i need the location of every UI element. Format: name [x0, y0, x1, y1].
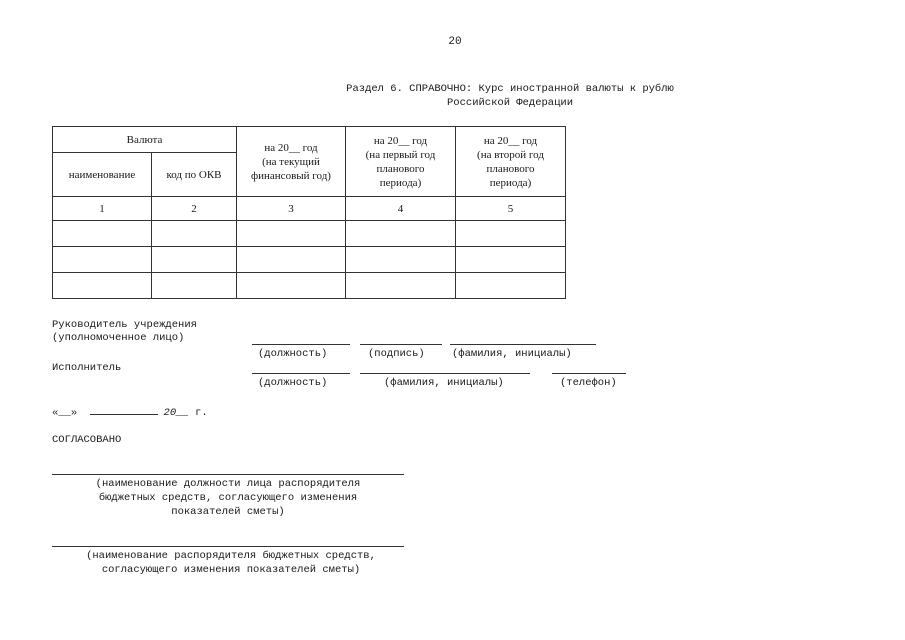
table-row [53, 273, 566, 299]
col-okv-header: код по ОКВ [152, 153, 237, 197]
section-title-line2: Российской Федерации [446, 97, 574, 109]
approval-caption-1-line3: показателей сметы) [171, 506, 285, 518]
caption-phone: (телефон) [560, 377, 617, 389]
table-cell [346, 221, 456, 247]
year-current-line2: (на текущий [262, 155, 320, 168]
date-suffix: г. [195, 407, 208, 419]
table-cell [152, 273, 237, 299]
head-label-line1: Руководитель учреждения [52, 319, 197, 331]
section-title-line1: Раздел 6. СПРАВОЧНО: Курс иностранной валюты к рублю [346, 83, 674, 95]
approval-caption-2-line2: согласующего изменения показателей сметы) [101, 564, 361, 576]
table-cell [456, 273, 566, 299]
approval-title: СОГЛАСОВАНО [52, 434, 122, 446]
table-cell [53, 221, 152, 247]
col-year-current [237, 127, 346, 197]
caption-name: (фамилия, инициалы) [452, 348, 572, 360]
executor-phone-line [552, 373, 626, 374]
date-day-blank: __ [58, 407, 71, 419]
date-month-blank [90, 405, 158, 415]
table-cell [456, 221, 566, 247]
col-year-second [456, 127, 566, 197]
date-year-prefix: 20 [163, 407, 177, 419]
date-quote-open: « [52, 407, 59, 419]
year-second-line2: (на второй год [477, 148, 544, 161]
date-year-blank: __ [176, 407, 189, 419]
col-number-4: 4 [346, 197, 456, 221]
head-label-line2: (уполномоченное лицо) [52, 332, 185, 344]
year-first-line1: на 20__ год [373, 134, 428, 147]
year-second-line4: периода) [489, 176, 532, 189]
name-signature-line [450, 344, 596, 345]
year-second-line3: планового [486, 162, 535, 175]
approval-caption-1-line2: бюджетных средств, согласующего изменения [98, 492, 358, 504]
date-line [52, 405, 208, 419]
year-current-line3: финансовый год) [251, 169, 331, 182]
table-row [53, 221, 566, 247]
date-quote-close: » [70, 407, 78, 419]
year-second-line1: на 20__ год [483, 134, 538, 147]
table-cell [346, 273, 456, 299]
caption-position: (должность) [258, 348, 328, 360]
table-cell [237, 247, 346, 273]
executor-position-line [252, 373, 350, 374]
table-cell [152, 247, 237, 273]
table-cell [346, 247, 456, 273]
year-first-line4: периода) [379, 176, 422, 189]
col-year-first [346, 127, 456, 197]
col-name-header: наименование [53, 153, 152, 197]
executor-label: Исполнитель [52, 362, 122, 374]
table-cell [237, 273, 346, 299]
executor-name-line [360, 373, 530, 374]
col-number-5: 5 [456, 197, 566, 221]
approval-line-2 [52, 546, 404, 547]
number-row [53, 197, 566, 221]
caption-position-2: (должность) [258, 377, 328, 389]
table-cell [456, 247, 566, 273]
approval-caption-1-line1: (наименование должности лица распорядителя [95, 478, 361, 490]
year-first-line3: планового [376, 162, 425, 175]
year-first-line2: (на первый год [365, 148, 436, 161]
col-number-2: 2 [152, 197, 237, 221]
table-row [53, 247, 566, 273]
approval-caption-2 [44, 549, 418, 577]
approval-line-1 [52, 474, 404, 475]
caption-signature: (подпись) [368, 348, 425, 360]
currency-header: Валюта [53, 127, 237, 153]
table-cell [237, 221, 346, 247]
position-signature-line [252, 344, 350, 345]
table-cell [152, 221, 237, 247]
col-number-3: 3 [237, 197, 346, 221]
signature-line [360, 344, 442, 345]
year-current-line1: на 20__ год [264, 141, 318, 154]
currency-rate-table [52, 126, 566, 299]
table-cell [53, 247, 152, 273]
approval-caption-1 [52, 477, 404, 519]
page-number: 20 [448, 36, 462, 48]
approval-caption-2-line1: (наименование распорядителя бюджетных средств, [86, 550, 376, 562]
col-number-1: 1 [53, 197, 152, 221]
head-label [52, 319, 197, 345]
caption-name-2: (фамилия, инициалы) [384, 377, 504, 389]
section-title [300, 82, 720, 110]
table-cell [53, 273, 152, 299]
